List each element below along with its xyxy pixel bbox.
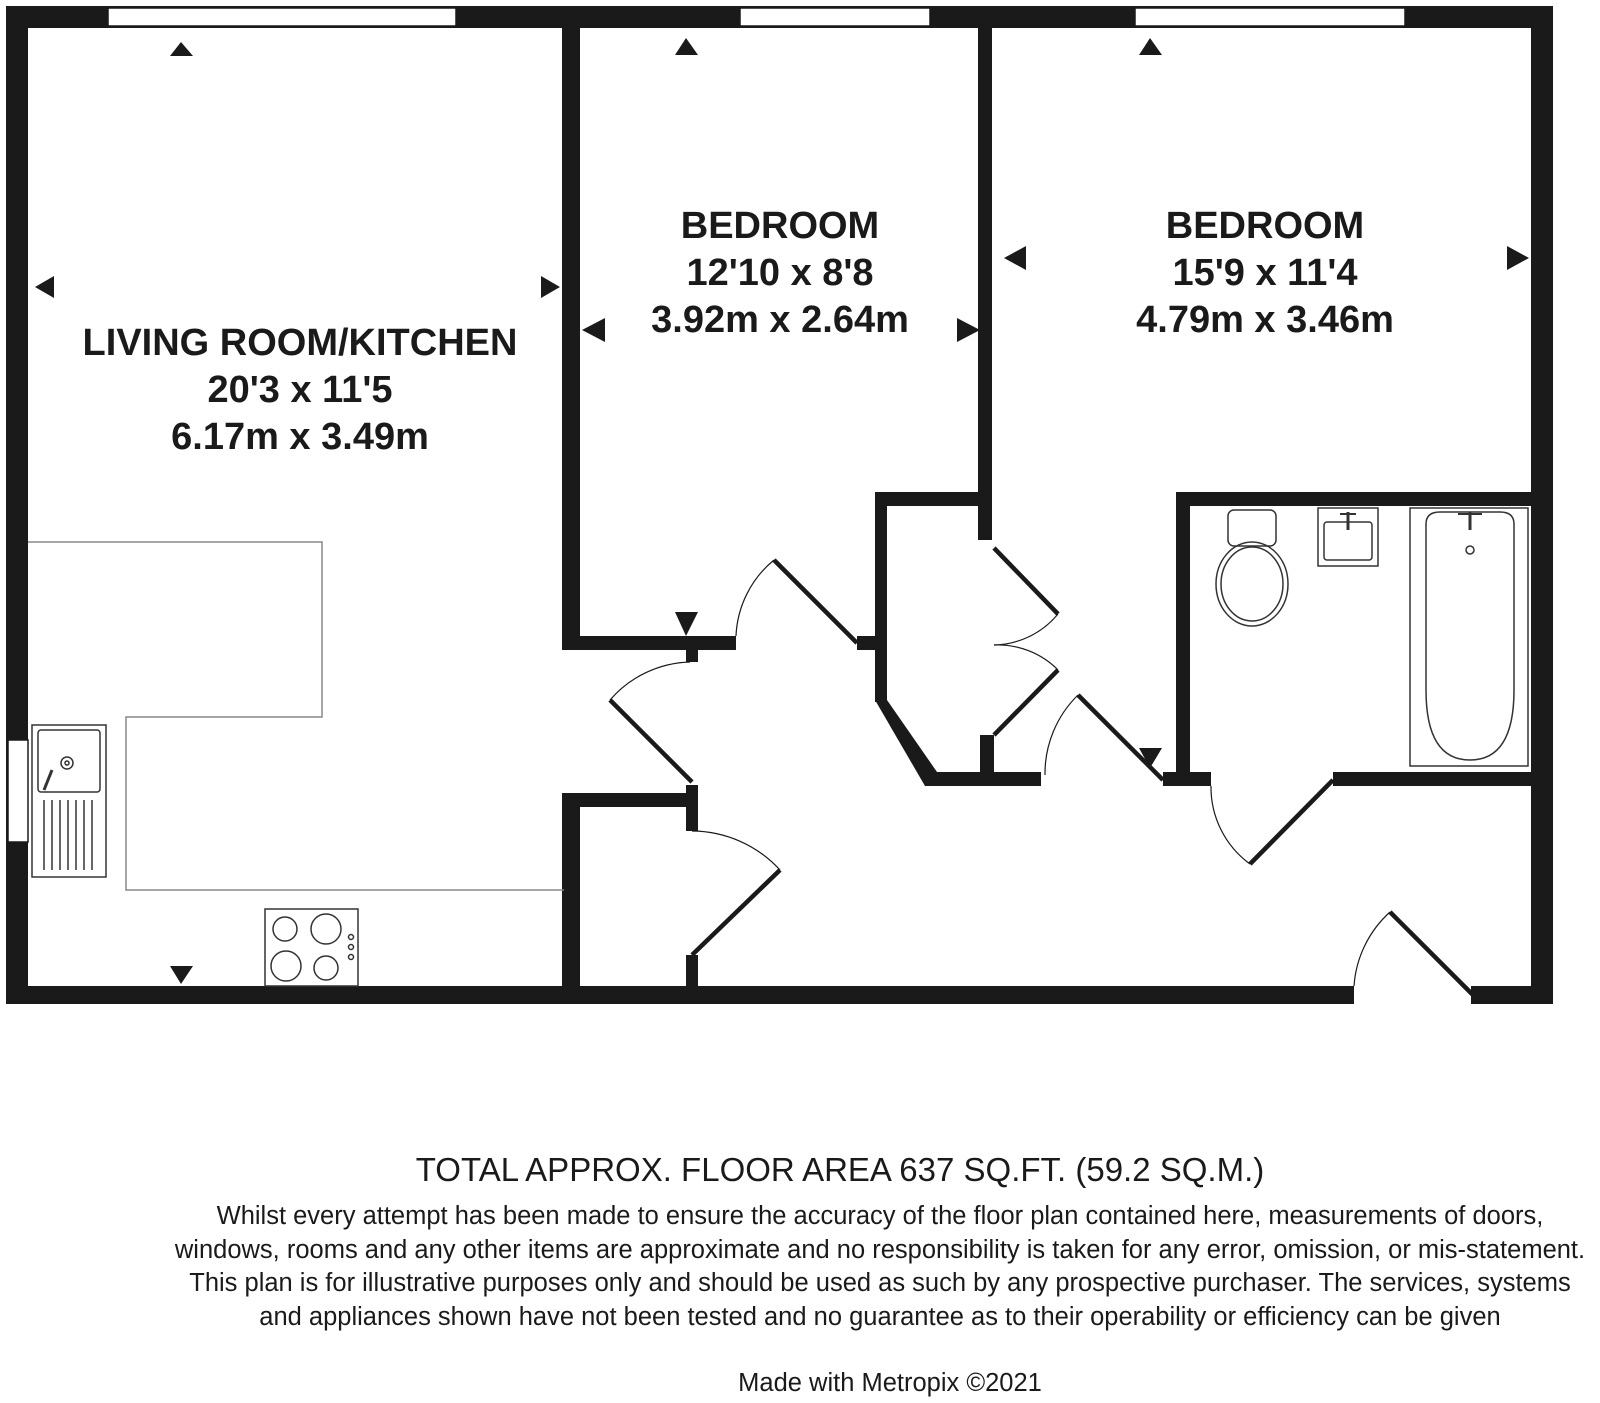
- window-kitchen: [8, 740, 28, 842]
- door-cupboard-upper: [994, 548, 1058, 645]
- room-label-bedroom-2: [1030, 203, 1500, 344]
- wall-cupboard-right-stub: [980, 735, 994, 786]
- window-bed2: [1135, 8, 1405, 26]
- arrow-bed2-right: [1507, 246, 1529, 270]
- wall-cupboard-left: [875, 492, 887, 702]
- room-name: BEDROOM: [680, 205, 880, 247]
- walls: [6, 6, 1553, 1004]
- window-bed1: [740, 8, 930, 26]
- wall-store-stub-bottom: [686, 955, 698, 993]
- room-name: LIVING ROOM/KITCHEN: [82, 322, 518, 364]
- wall-bath-top: [1176, 492, 1533, 506]
- arrow-bed1-bottom: [675, 612, 698, 636]
- arrow-bed2-left: [1004, 246, 1026, 270]
- dimension-arrows: [35, 38, 1529, 984]
- total-floor-area: TOTAL APPROX. FLOOR AREA 637 SQ.FT. (59.2 SQ.M.): [415, 1151, 1265, 1188]
- arrow-living-right: [541, 276, 560, 298]
- wall-bath-left: [1176, 492, 1190, 786]
- room-name: BEDROOM: [1165, 205, 1365, 247]
- wash-basin: [1318, 508, 1378, 566]
- wall-bottom-left: [6, 986, 1354, 1004]
- toilet: [1216, 510, 1288, 626]
- room-metric: 4.79m x 3.46m: [1136, 299, 1394, 341]
- room-imperial: 20'3 x 11'5: [207, 369, 393, 411]
- disclaimer: Whilst every attempt has been made to ensure the accuracy of the floor plan contained here, measurements of doors, windows, rooms and any other items are approximate and no responsibility is taken for any error, omission, or mis-statement. This plan is for illustrative purposes only and should be used as such by any prospective purchaser. The services, systems and appliances shown have not been tested and no guarantee as to their operability or efficiency can be given: [174, 1202, 1586, 1331]
- wall-store-top: [562, 793, 698, 807]
- kitchen-sink: [32, 725, 106, 877]
- wall-bath-bottom-b: [1333, 772, 1533, 786]
- wall-bed1-bottom-a: [562, 636, 736, 650]
- arrow-living-left: [35, 276, 54, 298]
- made-with-credit: Made with Metropix ©2021: [738, 1369, 1042, 1397]
- doors: [610, 548, 1473, 995]
- wall-hall-stub: [686, 636, 698, 662]
- wall-left: [6, 6, 28, 1004]
- door-bathroom: [1211, 780, 1333, 864]
- wall-cupboard-top: [875, 492, 992, 506]
- room-label-bedroom-1: [570, 203, 990, 344]
- kitchen-counter: [28, 542, 564, 890]
- room-metric: 3.92m x 2.64m: [651, 299, 909, 341]
- bath: [1410, 508, 1528, 766]
- arrow-living-top: [170, 42, 193, 56]
- room-imperial: 12'10 x 8'8: [686, 252, 874, 294]
- door-bed2: [1045, 695, 1163, 780]
- window-living: [108, 8, 456, 26]
- room-label-living: [40, 320, 560, 461]
- wall-store-stub-top: [686, 785, 698, 831]
- wall-store-left: [562, 793, 580, 993]
- wall-cupboard-diagonal: [875, 700, 937, 786]
- door-cupboard-lower: [994, 645, 1058, 735]
- wall-right: [1531, 6, 1553, 1004]
- door-store: [692, 831, 780, 955]
- wall-bath-bottom-a: [1163, 772, 1211, 786]
- room-imperial: 15'9 x 11'4: [1172, 252, 1358, 294]
- room-metric: 6.17m x 3.49m: [171, 416, 429, 458]
- arrow-bed2-top: [1139, 38, 1162, 55]
- arrow-bed1-top: [675, 38, 698, 55]
- footer: [0, 1148, 1600, 1192]
- wall-bottom-right: [1471, 986, 1553, 1004]
- kitchen-hob: [265, 909, 358, 986]
- arrow-living-bottom: [170, 966, 193, 984]
- door-entrance: [1354, 912, 1473, 995]
- door-bed1: [736, 560, 857, 643]
- wall-cupboard-stub: [857, 636, 887, 650]
- door-living: [610, 662, 692, 782]
